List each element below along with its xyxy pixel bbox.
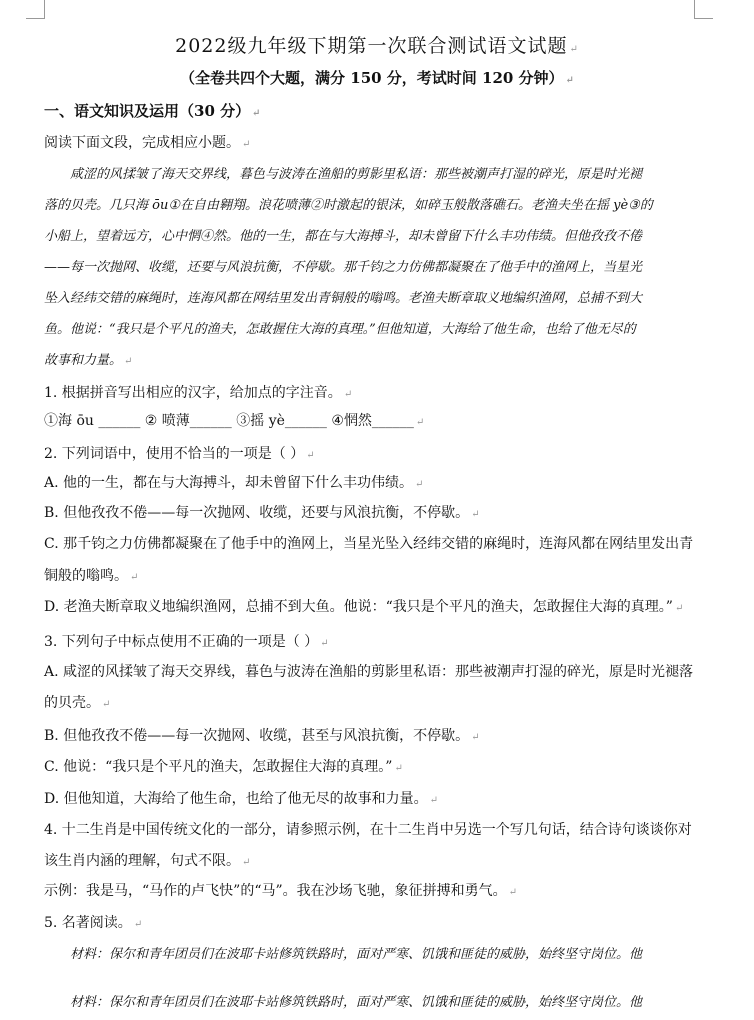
- question-5: 5. 名著阅读。 ↵: [44, 915, 143, 931]
- passage-line: 咸涩的风揉皱了海天交界线，暮色与波涛在渔船的剪影里私语：那些被潮声打湿的碎光，原是时光褪: [70, 167, 643, 182]
- question-2-option-a: A. 他的一生，都在与大海搏斗，却未曾留下什么丰功伟绩。 ↵: [44, 475, 424, 491]
- question-2: 2. 下列词语中，使用不恰当的一项是（ ） ↵: [44, 446, 315, 462]
- question-2-option-b: B. 但他孜孜不倦——每一次抛网、收缆，还要与风浪抗衡，不停歇。 ↵: [44, 505, 480, 521]
- question-1: 1. 根据拼音写出相应的汉字，给加点的字注音。 ↵: [44, 385, 353, 401]
- page-corner-mark-right: [694, 0, 713, 19]
- passage-line: 小船上，望着远方，心中惘④然。他的一生，都在与大海搏斗，却未曾留下什么丰功伟绩。但他孜孜不倦: [44, 229, 643, 244]
- passage-line: 故事和力量。 ↵: [44, 353, 133, 368]
- reading-instruction: 阅读下面文段，完成相应小题。 ↵: [44, 135, 251, 151]
- question-3-option-a: A. 咸涩的风揉皱了海天交界线，暮色与波涛在渔船的剪影里私语：那些被潮声打湿的碎光，原是时光褪落: [44, 664, 694, 680]
- question-2-option-c: C. 那千钧之力仿佛都凝聚在了他手中的渔网上，当星光坠入经纬交错的麻绳时，连海风都在网结里发出青: [44, 536, 694, 552]
- material-text-repeat: 材料：保尔和青年团员们在波耶卡站修筑铁路时，面对严寒、饥饿和匪徒的威胁，始终坚守岗位。他: [70, 995, 643, 1010]
- exam-subtitle: （全卷共四个大题，满分 150 分，考试时间 120 分钟） ↵: [180, 69, 574, 87]
- material-text: 材料：保尔和青年团员们在波耶卡站修筑铁路时，面对严寒、饥饿和匪徒的威胁，始终坚守岗位。他: [70, 947, 643, 962]
- question-4-cont: 该生肖内涵的理解，句式不限。 ↵: [44, 853, 251, 869]
- question-4-example: 示例：我是马，“马作的卢飞快”的“马”。我在沙场飞驰，象征拼搏和勇气。 ↵: [44, 883, 518, 899]
- passage-line: 落的贝壳。几只海 ōu①在自由翱翔。浪花喷薄②时激起的银沫，如碎玉般散落礁石。老渔夫坐在摇 yè③的: [44, 198, 653, 213]
- passage-line: ——每一次抛网、收缆，还要与风浪抗衡，不停歇。那千钧之力仿佛都凝聚在了他手中的渔网上，当星光: [44, 260, 643, 275]
- question-1-blanks: ①海 ōu ______ ② 喷薄______ ③摇 yè______ ④惘然______ ↵: [44, 413, 425, 429]
- question-3-option-b: B. 但他孜孜不倦——每一次抛网、收缆，甚至与风浪抗衡，不停歇。 ↵: [44, 728, 480, 744]
- page-corner-mark-left: [26, 0, 45, 19]
- passage-line: 坠入经纬交错的麻绳时，连海风都在网结里发出青铜般的嗡鸣。老渔夫断章取义地编织渔网，总捕不到大: [44, 291, 643, 306]
- question-4: 4. 十二生肖是中国传统文化的一部分，请参照示例，在十二生肖中另选一个写几句话，结合诗句谈谈你对: [44, 822, 692, 838]
- question-2-option-d: D. 老渔夫断章取义地编织渔网，总捕不到大鱼。他说：“我只是个平凡的渔夫，怎敢握住大海的真理。” ↵: [44, 599, 684, 615]
- question-2-option-c-cont: 铜般的嗡鸣。 ↵: [44, 568, 139, 584]
- exam-title: 2022级九年级下期第一次联合测试语文试题 ↵: [175, 35, 579, 57]
- question-3: 3. 下列句子中标点使用不正确的一项是（ ） ↵: [44, 634, 329, 650]
- section-heading: 一、语文知识及运用（30 分） ↵: [44, 102, 261, 120]
- question-3-option-c: C. 他说：“我只是个平凡的渔夫，怎敢握住大海的真理。” ↵: [44, 759, 403, 775]
- passage-line: 鱼。他说：“我只是个平凡的渔夫，怎敢握住大海的真理。”但他知道，大海给了他生命，也给了他无尽的: [44, 322, 636, 337]
- question-3-option-a-cont: 的贝壳。 ↵: [44, 695, 111, 711]
- question-3-option-d: D. 但他知道，大海给了他生命，也给了他无尽的故事和力量。 ↵: [44, 791, 439, 807]
